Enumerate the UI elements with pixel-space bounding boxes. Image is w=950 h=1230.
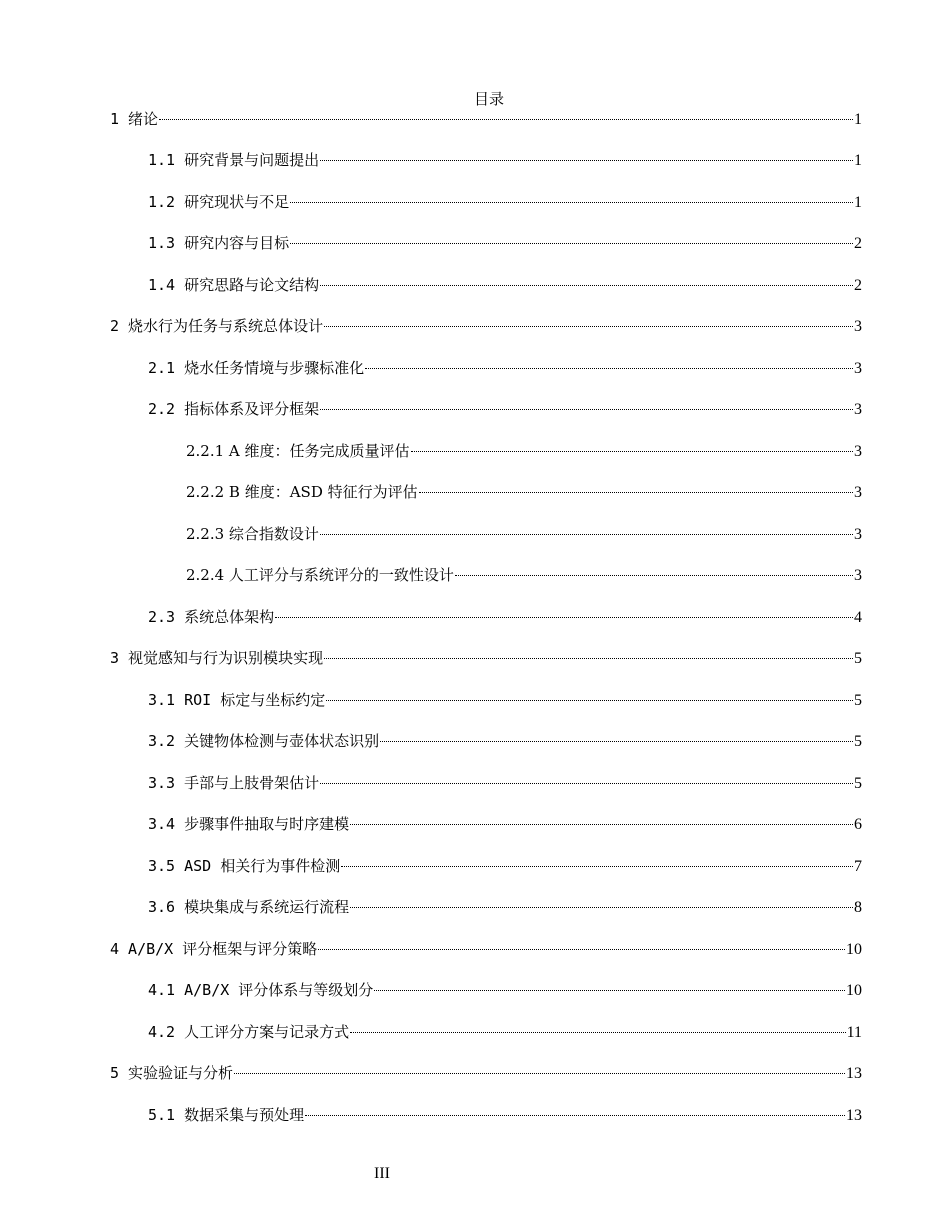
toc-entry-page: 13: [846, 1107, 862, 1124]
toc-entry-label: 1.4 研究思路与论文结构: [148, 276, 320, 294]
toc-leader: [324, 658, 853, 659]
toc-leader: [350, 1032, 845, 1033]
toc-entry-page: 3: [854, 360, 862, 377]
toc-entry-page: 3: [854, 484, 862, 501]
toc-title: 目录: [473, 90, 504, 108]
toc-entry[interactable]: [110, 1062, 862, 1084]
toc-entry[interactable]: [148, 689, 862, 711]
toc-entry-page: 2: [854, 235, 862, 252]
toc-entry[interactable]: [110, 938, 862, 960]
toc-entry-label: 3.1 ROI 标定与坐标约定: [148, 691, 326, 709]
toc-entry-label: 2.2.4 人工评分与系统评分的一致性设计: [186, 566, 454, 584]
toc-leader: [305, 1115, 845, 1116]
toc-entry-label: 2.2 指标体系及评分框架: [148, 400, 320, 418]
toc-entry-label: 5 实验验证与分析: [110, 1064, 234, 1082]
toc-entry-page: 13: [846, 1065, 862, 1082]
toc-leader: [320, 160, 853, 161]
toc-leader: [318, 949, 845, 950]
toc-entry-label: 2.2.1 A 维度：任务完成质量评估: [186, 442, 410, 460]
toc-leader: [324, 326, 853, 327]
page-number-footer: III: [374, 1165, 390, 1182]
toc-entry-label: 3 视觉感知与行为识别模块实现: [110, 649, 324, 667]
toc-entry-label: 4.1 A/B/X 评分体系与等级划分: [148, 981, 374, 999]
toc-leader: [365, 368, 853, 369]
toc-entry-page: 6: [854, 816, 862, 833]
toc-leader: [419, 492, 853, 493]
toc-leader: [290, 243, 853, 244]
toc-entry-page: 10: [846, 982, 862, 999]
toc-entry-label: 2.2.3 综合指数设计: [186, 525, 319, 543]
toc-entry-page: 1: [854, 152, 862, 169]
toc-entry-page: 5: [854, 733, 862, 750]
toc-entry[interactable]: [148, 357, 862, 379]
toc-entry-label: 3.3 手部与上肢骨架估计: [148, 774, 320, 792]
toc-entry-label: 1.1 研究背景与问题提出: [148, 151, 320, 169]
toc-entry[interactable]: [148, 1021, 862, 1043]
toc-entry-label: 5.1 数据采集与预处理: [148, 1106, 305, 1124]
toc-entry-page: 5: [854, 775, 862, 792]
toc-entry-label: 1.2 研究现状与不足: [148, 193, 290, 211]
toc-leader: [320, 409, 853, 410]
toc-entry-page: 3: [854, 526, 862, 543]
toc-entry-label: 3.4 步骤事件抽取与时序建模: [148, 815, 350, 833]
toc-entry-page: 3: [854, 443, 862, 460]
toc-entry-page: 5: [854, 650, 862, 667]
toc-entry-page: 1: [854, 194, 862, 211]
toc-entry[interactable]: [110, 315, 862, 337]
toc-entry[interactable]: [110, 108, 862, 130]
toc-entry-label: 2.1 烧水任务情境与步骤标准化: [148, 359, 365, 377]
toc-entry-label: 2.3 系统总体架构: [148, 608, 275, 626]
toc-entry-page: 4: [854, 609, 862, 626]
toc-leader: [411, 451, 853, 452]
toc-entry-label: 4.2 人工评分方案与记录方式: [148, 1023, 350, 1041]
toc-leader: [326, 700, 853, 701]
toc-entry-page: 5: [854, 692, 862, 709]
toc-entry[interactable]: [148, 1104, 862, 1126]
toc-entry[interactable]: [148, 191, 862, 213]
toc-entry[interactable]: [148, 855, 862, 877]
toc-entry-label: 3.5 ASD 相关行为事件检测: [148, 857, 341, 875]
toc-entry-label: 3.6 模块集成与系统运行流程: [148, 898, 350, 916]
toc-entry-label: 3.2 关键物体检测与壶体状态识别: [148, 732, 380, 750]
toc-entry-label: 2.2.2 B 维度：ASD 特征行为评估: [186, 483, 418, 501]
toc-entry-page: 8: [854, 899, 862, 916]
toc-entry[interactable]: [148, 979, 862, 1001]
toc-entry-label: 1.3 研究内容与目标: [148, 234, 290, 252]
toc-entry[interactable]: [186, 440, 862, 462]
toc-entry-page: 1: [854, 111, 862, 128]
toc-leader: [455, 575, 853, 576]
toc-entry[interactable]: [148, 274, 862, 296]
toc-entry-label: 4 A/B/X 评分框架与评分策略: [110, 940, 318, 958]
toc-leader: [374, 990, 845, 991]
toc-entry[interactable]: [186, 523, 862, 545]
toc-entry-page: 3: [854, 567, 862, 584]
toc-entry[interactable]: [148, 149, 862, 171]
toc-leader: [320, 783, 853, 784]
toc-leader: [350, 907, 853, 908]
toc-entry-page: 10: [846, 941, 862, 958]
toc-entry[interactable]: [110, 647, 862, 669]
toc-leader: [159, 119, 853, 120]
toc-entry-page: 7: [854, 858, 862, 875]
toc-entry[interactable]: [148, 772, 862, 794]
toc-entry[interactable]: [148, 813, 862, 835]
toc-entry[interactable]: [148, 896, 862, 918]
toc-leader: [350, 824, 853, 825]
toc-leader: [320, 285, 853, 286]
toc-entry[interactable]: [148, 730, 862, 752]
toc-entry[interactable]: [148, 232, 862, 254]
toc-entry[interactable]: [148, 398, 862, 420]
toc-entry[interactable]: [186, 564, 862, 586]
toc-leader: [275, 617, 853, 618]
toc-entry-label: 1 绪论: [110, 110, 159, 128]
toc-entry[interactable]: [148, 606, 862, 628]
toc-leader: [290, 202, 853, 203]
toc-leader: [341, 866, 853, 867]
toc-entry-page: 11: [846, 1024, 862, 1041]
toc-leader: [380, 741, 853, 742]
toc-entry[interactable]: [186, 481, 862, 503]
toc-entry-page: 3: [854, 401, 862, 418]
toc-entry-page: 2: [854, 277, 862, 294]
toc-entry-label: 2 烧水行为任务与系统总体设计: [110, 317, 324, 335]
toc-entry-page: 3: [854, 318, 862, 335]
toc-leader: [234, 1073, 845, 1074]
toc-leader: [320, 534, 853, 535]
